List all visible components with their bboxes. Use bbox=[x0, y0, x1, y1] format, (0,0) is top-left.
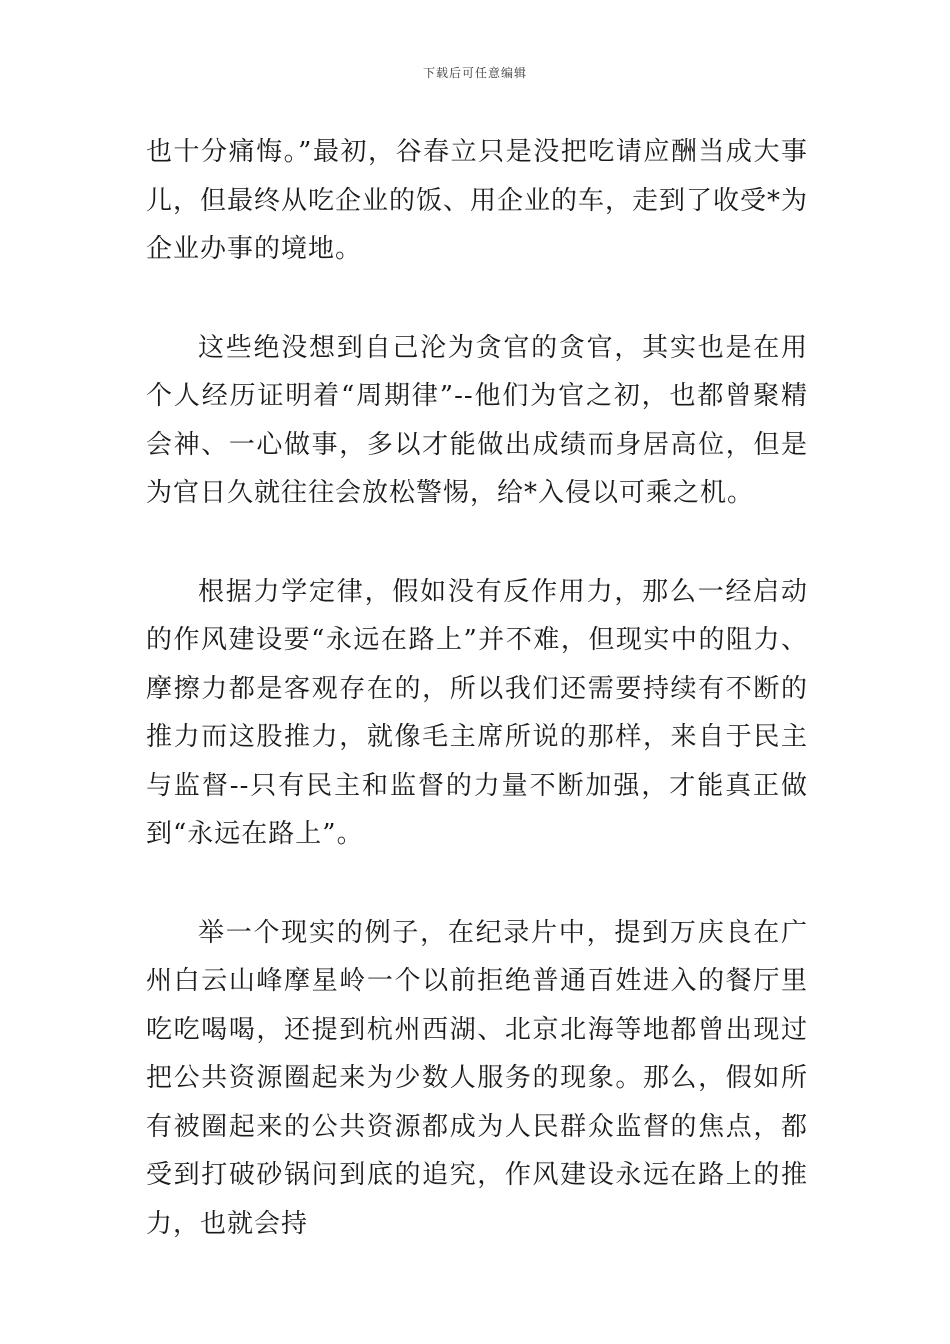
paragraph: 这些绝没想到自己沦为贪官的贪官，其实也是在用个人经历证明着“周期律”--他们为官之初，也都曾聚精会神、一心做事，多以才能做出成绩而身居高位，但是为官日久就往往会放松警惕，给*入侵以可乘之机。 bbox=[146, 332, 808, 508]
paragraph: 举一个现实的例子，在纪录片中，提到万庆良在广州白云山峰摩星岭一个以前拒绝普通百姓进入的餐厅里吃吃喝喝，还提到杭州西湖、北京北海等地都曾出现过把公共资源圈起来为少数人服务的现象。那么，假如所有被圈起来的公共资源都成为人民群众监督的焦点，都受到打破砂锅问到底的追究，作风建设永远在路上的推力，也就会持 bbox=[146, 917, 808, 1239]
paragraph: 根据力学定律，假如没有反作用力，那么一经启动的作风建设要“永远在路上”并不难，但现实中的阻力、摩擦力都是客观存在的，所以我们还需要持续有不断的推力而这股推力，就像毛主席所说的那样，来自于民主与监督--只有民主和监督的力量不断加强，才能真正做到“永远在路上”。 bbox=[146, 576, 808, 849]
paragraph-continued: 也十分痛悔。”最初，谷春立只是没把吃请应酬当成大事儿，但最终从吃企业的饭、用企业的车，走到了收受*为企业办事的境地。 bbox=[146, 137, 809, 264]
document-body bbox=[146, 128, 808, 1298]
page-header: 下载后可任意编辑 bbox=[422, 66, 527, 80]
